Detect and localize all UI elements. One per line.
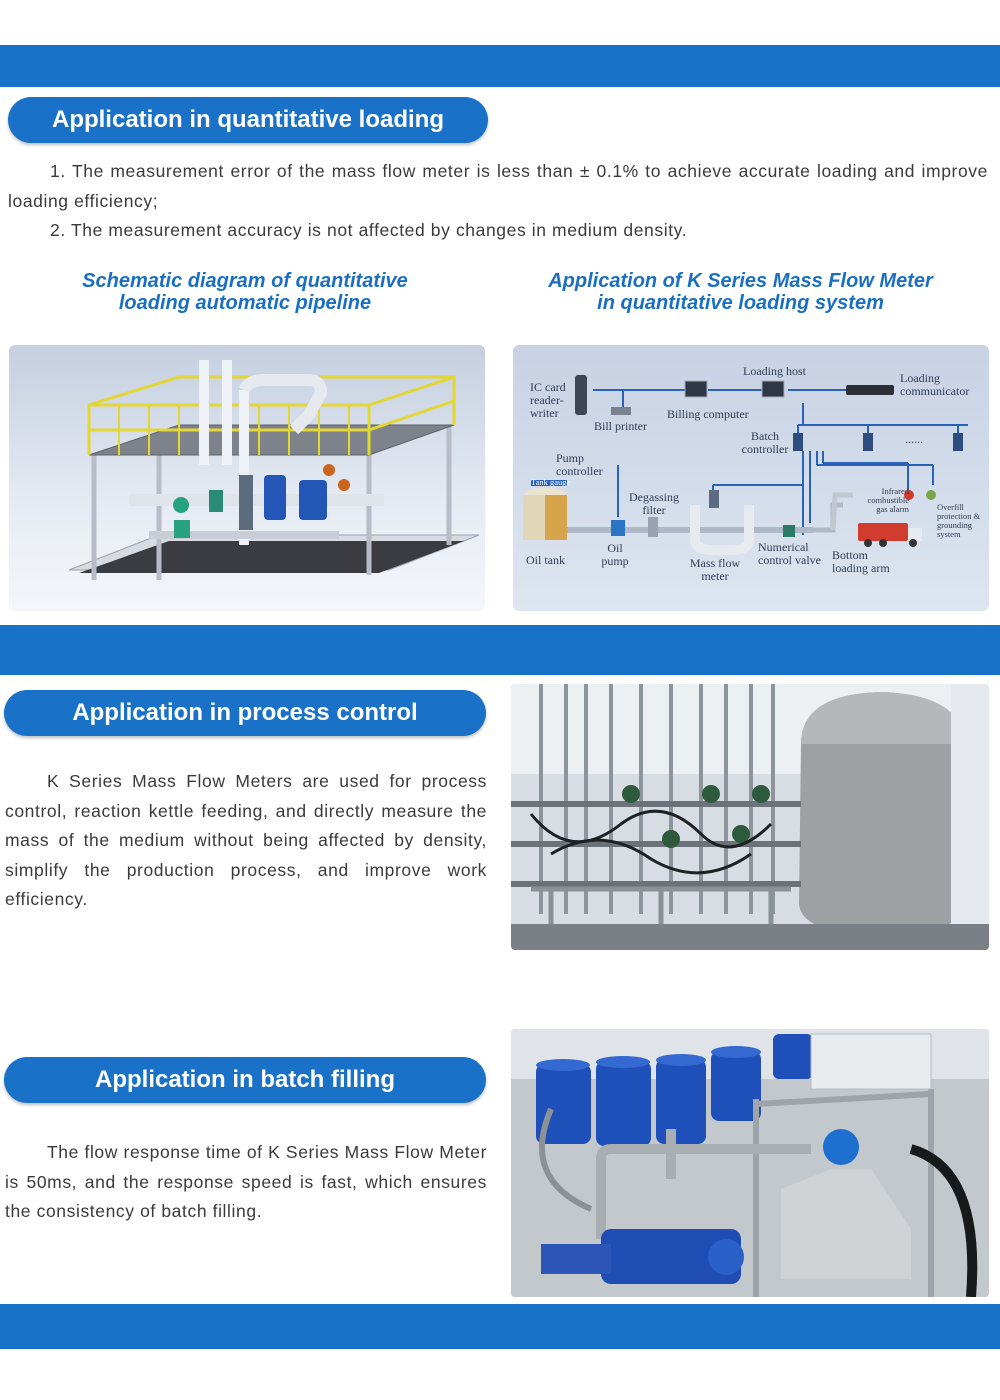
batch-filling-photo (511, 1029, 989, 1297)
section-title-process-control: Application in process control (4, 690, 486, 736)
caption-right (478, 270, 1000, 314)
billing-computer-label: Billing computer (667, 407, 749, 421)
process-control-photo (511, 684, 989, 950)
bottom-loading-arm-label: Bottom loading arm (832, 548, 890, 575)
pump-controller-label: Pump controller (556, 451, 603, 478)
degassing-filter-label: Degassing filter (629, 490, 679, 517)
section-title-quantitative-loading: Application in quantitative loading (8, 97, 488, 143)
caption-left-line1: Schematic diagram of quantitative (82, 270, 408, 292)
top-banner (0, 45, 1000, 87)
caption-right-line1: Application of K Series Mass Flow Meter (548, 270, 933, 292)
middle-banner (0, 625, 1000, 675)
point-2-text: 2. The measurement accuracy is not affected by changes in medium density. (50, 220, 688, 240)
section-title-batch-filling: Application in batch filling (4, 1057, 486, 1103)
process-control-text: K Series Mass Flow Meters are used for process control, reaction kettle feeding, and directly measure the mass of the medium without being affected by density, simplify the production process, and improve work efficiency. (5, 771, 487, 909)
ellipsis-label: ...... (905, 432, 923, 446)
point-1-text: 1. The measurement error of the mass flow meter is less than ± 0.1% to achieve accurate loading and improve loading efficiency; (8, 161, 988, 211)
overfill-label: Overfill protection & grounding system (937, 502, 981, 539)
caption-left (10, 270, 480, 314)
loading-communicator-label: Loading communicator (900, 371, 970, 398)
oil-tank-label: Oil tank (526, 553, 565, 567)
tank-gauge-label: Tank gauge (531, 477, 571, 487)
batch-controller-label: Batch controller (741, 429, 789, 456)
loading-host-label: Loading host (743, 364, 806, 378)
gas-alarm-label: Infrared combustible gas alarm (867, 486, 909, 514)
ic-card-reader-label: IC card reader-writer (530, 380, 566, 420)
batch-filling-text: The flow response time of K Series Mass Flow Meter is 50ms, and the response speed is fast, which ensures the consistency of batch filling. (5, 1142, 487, 1221)
mass-flow-meter-label: Mass flow meter (689, 556, 741, 583)
caption-right-line2: in quantitative loading system (597, 292, 884, 314)
bottom-banner (0, 1304, 1000, 1349)
bill-printer-label: Bill printer (594, 419, 647, 433)
pipeline-schematic-image (9, 345, 485, 611)
numerical-control-valve-label: Numerical control valve (758, 540, 821, 567)
loading-system-diagram (513, 345, 989, 611)
caption-left-line2: loading automatic pipeline (118, 292, 372, 314)
oil-pump-label: Oil pump (601, 541, 629, 568)
